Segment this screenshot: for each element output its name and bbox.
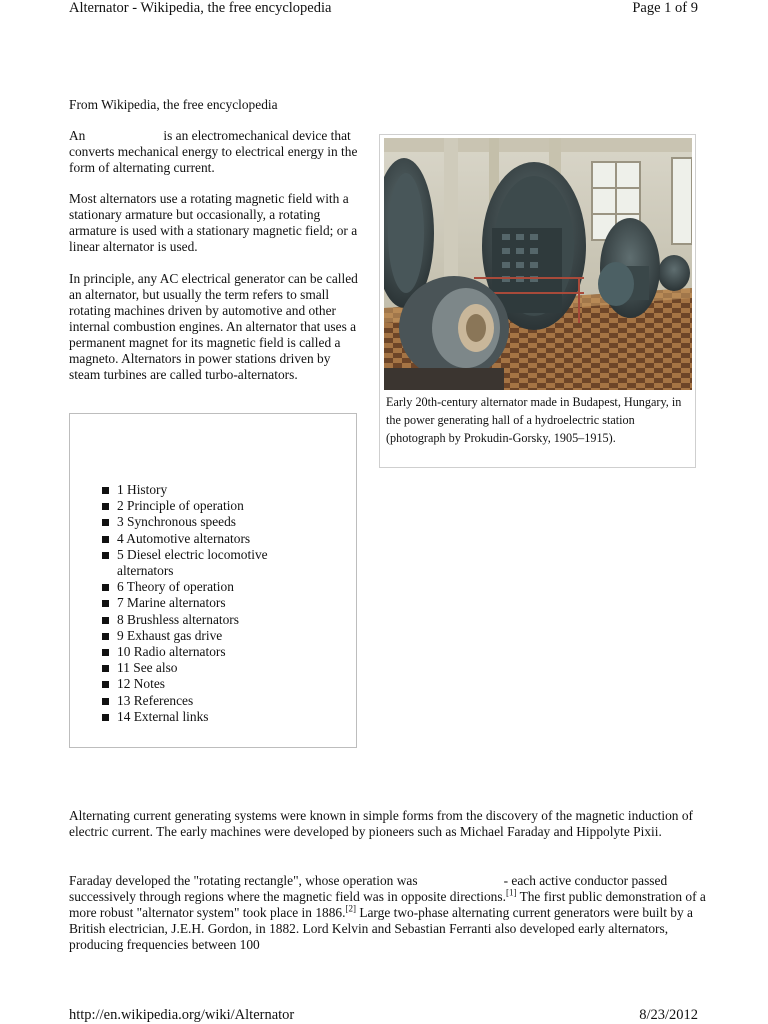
article-tagline: From Wikipedia, the free encyclopedia <box>69 97 278 112</box>
toc-item[interactable] <box>102 579 322 595</box>
toc-item[interactable] <box>102 514 322 530</box>
figure-caption: Early 20th-century alternator made in Budapest, Hungary, in the power generating hall of a hydroelectric station (photograph by Prokudin-Gorsky, 1905–1915). <box>386 395 682 445</box>
intro-p1-start: An <box>69 128 86 143</box>
toc-item-label: 4 Automotive alternators <box>117 530 251 546</box>
toc-item[interactable] <box>102 644 322 660</box>
bullet-icon <box>102 552 109 559</box>
history-paragraph-2 <box>69 873 709 953</box>
intro-paragraph-3: In principle, any AC electrical generator can be called an alternator, but usually the term refers to small rotating machines driven by automotive and other internal combustion engines. An alternator that uses a permanent magnet for its magnetic field is called a magneto. Alternators in power stations driven by steam turbines are called turbo-alternators. <box>69 271 358 382</box>
page-url: http://en.wikipedia.org/wiki/Alternator <box>69 1007 295 1023</box>
toc-item-label: 12 Notes <box>117 676 165 692</box>
history-p2-part-c: The first public demonstration of a more robust "alternator system" took place in 1886. <box>69 889 706 920</box>
toc-item-label: 11 See also <box>117 660 178 676</box>
alternator-hall-photo <box>384 138 692 390</box>
toc-item-label: 13 References <box>117 692 194 708</box>
bullet-icon <box>102 519 109 526</box>
intro-paragraph-2: Most alternators use a rotating magnetic field with a stationary armature but occasionally, a rotating armature is used with a stationary magnetic field; or a linear alternator is used. <box>69 191 358 254</box>
toc-item-label: 3 Synchronous speeds <box>117 514 237 530</box>
intro-paragraph-1 <box>69 128 359 176</box>
toc-item[interactable] <box>102 660 322 676</box>
bullet-icon <box>102 649 109 656</box>
citation-2-link[interactable]: [2] <box>345 903 356 914</box>
infobox-figure <box>379 134 696 468</box>
bullet-icon <box>102 681 109 688</box>
toc-item[interactable] <box>102 482 322 498</box>
toc-item[interactable] <box>102 676 322 692</box>
bullet-icon <box>102 633 109 640</box>
bullet-icon <box>102 584 109 591</box>
toc-item[interactable] <box>102 595 322 611</box>
toc-item[interactable] <box>102 531 322 547</box>
toc-item-label: 6 Theory of operation <box>117 579 234 595</box>
toc-item-label: 7 Marine alternators <box>117 595 226 611</box>
bullet-icon <box>102 503 109 510</box>
bullet-icon <box>102 536 109 543</box>
history-paragraph-1: Alternating current generating systems were known in simple forms from the discovery of the magnetic induction of electric current. The early machines were developed by pioneers such as Michael Faraday and Hippolyte Pixii. <box>69 808 693 839</box>
bullet-icon <box>102 714 109 721</box>
toc-item[interactable] <box>102 693 322 709</box>
citation-1-link[interactable]: [1] <box>505 887 517 898</box>
toc-item[interactable] <box>102 709 322 725</box>
toc-item-label: 5 Diesel electric locomotive alternators <box>117 546 268 579</box>
intro-p1-rest: is an electromechanical device that converts mechanical energy to electrical energy in the form of alternating current. <box>69 128 358 175</box>
history-p2-part-a: Faraday developed the "rotating rectangle", whose operation was <box>69 873 418 888</box>
bullet-icon <box>102 665 109 672</box>
history-p2-part-b: - each active conductor passed successively through regions where the magnetic field was in opposite directions. <box>69 873 668 904</box>
toc-item[interactable] <box>102 547 322 579</box>
toc-item-label: 2 Principle of operation <box>117 498 244 514</box>
toc-item[interactable] <box>102 498 322 514</box>
toc-item[interactable] <box>102 612 322 628</box>
page-number: Page 1 of 9 <box>632 0 698 16</box>
bullet-icon <box>102 487 109 494</box>
toc-item[interactable] <box>102 628 322 644</box>
print-date: 8/23/2012 <box>639 1007 698 1023</box>
bullet-icon <box>102 617 109 624</box>
toc-item-label: 10 Radio alternators <box>117 644 226 660</box>
toc-item-label: 9 Exhaust gas drive <box>117 627 223 643</box>
bullet-icon <box>102 698 109 705</box>
toc-item-label: 8 Brushless alternators <box>117 611 239 627</box>
toc-list <box>102 482 322 725</box>
toc-item-label: 14 External links <box>117 708 209 724</box>
toc-item-label: 1 History <box>117 482 168 497</box>
history-p2-part-d: Large two-phase alternating current generators were built by a British electrician, J.E.H. Gordon, in 1882. Lord Kelvin and Sebastian Ferranti also developed early alternators, producing frequencies between 100 <box>69 905 693 952</box>
bullet-icon <box>102 600 109 607</box>
table-of-contents <box>69 413 357 748</box>
document-title: Alternator - Wikipedia, the free encyclopedia <box>69 0 332 16</box>
